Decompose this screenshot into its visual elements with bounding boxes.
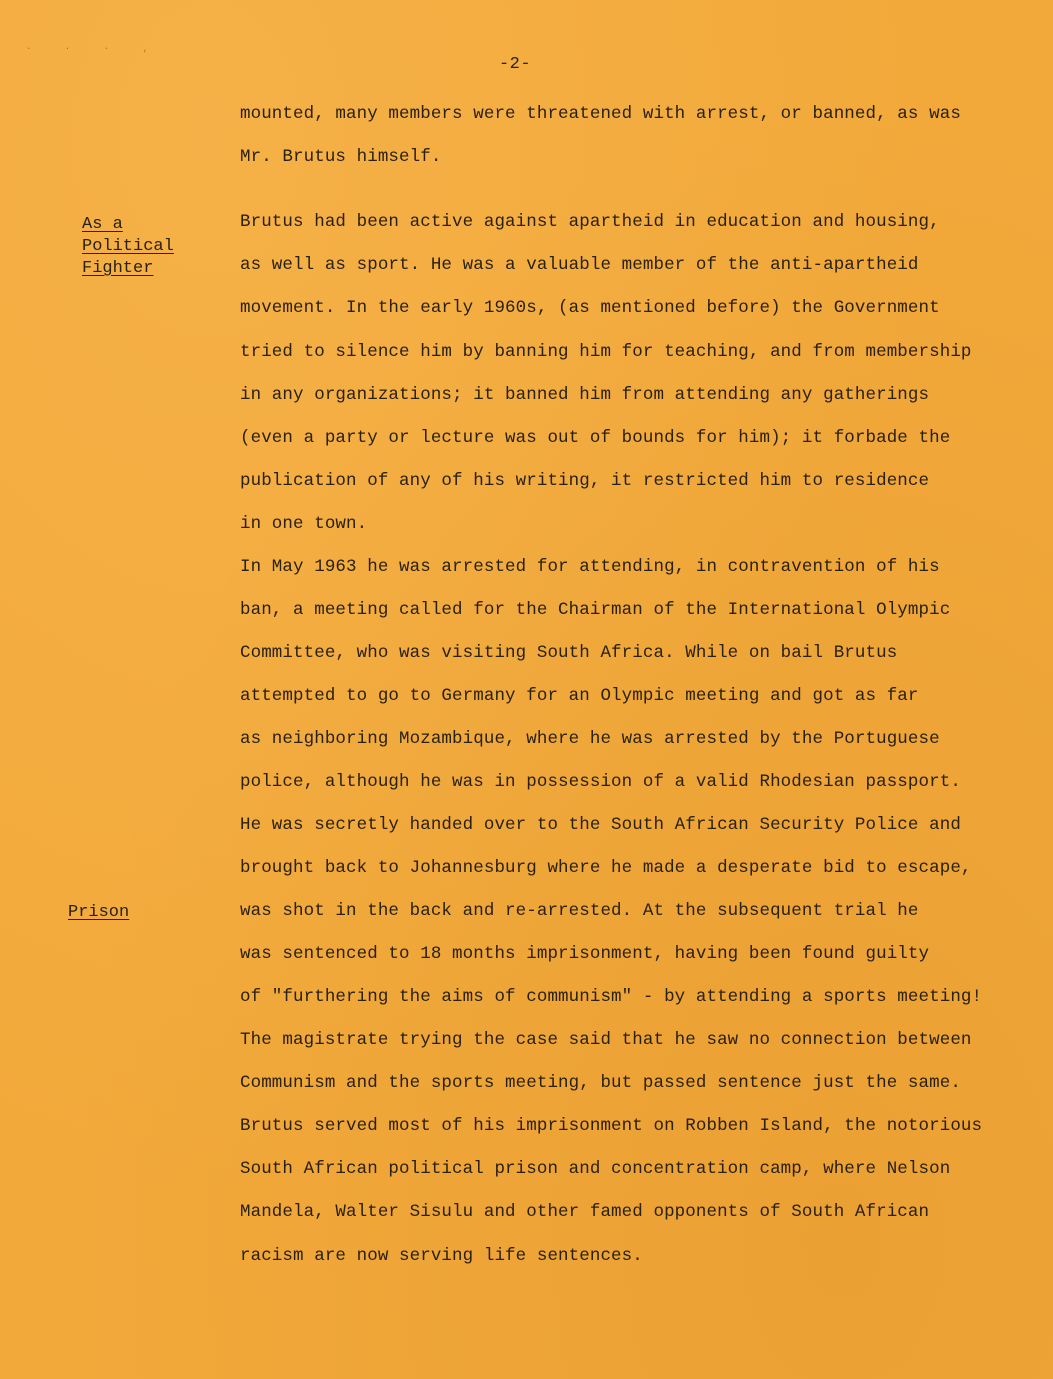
paper-specks: · · · ‚ <box>26 44 162 54</box>
body-line: The magistrate trying the case said that he saw no connection between <box>240 1030 972 1050</box>
body-line: was sentenced to 18 months imprisonment, having been found guilty <box>240 944 930 964</box>
body-line: of "furthering the aims of communism" - by attending a sports meeting! <box>240 987 983 1007</box>
margin-note-political-fighter-line-2: Political <box>82 237 174 256</box>
page-number: -2- <box>498 55 532 74</box>
body-line: in one town. <box>240 514 368 534</box>
body-line: In May 1963 he was arrested for attending, in contravention of his <box>240 557 940 577</box>
body-line: Brutus served most of his imprisonment on Robben Island, the notorious <box>240 1116 983 1136</box>
body-line: racism are now serving life sentences. <box>240 1246 643 1266</box>
body-line: movement. In the early 1960s, (as mentioned before) the Government <box>240 298 940 318</box>
body-line: publication of any of his writing, it restricted him to residence <box>240 471 930 491</box>
body-line: in any organizations; it banned him from attending any gatherings <box>240 385 930 405</box>
margin-note-political-fighter-line-3: Fighter <box>82 259 154 278</box>
body-line: tried to silence him by banning him for teaching, and from membership <box>240 342 972 362</box>
body-line: as neighboring Mozambique, where he was arrested by the Portuguese <box>240 729 940 749</box>
body-line: police, although he was in possession of a valid Rhodesian passport. <box>240 772 961 792</box>
body-line: attempted to go to Germany for an Olympic meeting and got as far <box>240 686 919 706</box>
body-line: Mandela, Walter Sisulu and other famed opponents of South African <box>240 1202 930 1222</box>
body-line: ban, a meeting called for the Chairman of the International Olympic <box>240 600 951 620</box>
body-line: was shot in the back and re-arrested. At the subsequent trial he <box>240 901 919 921</box>
body-line: Communism and the sports meeting, but passed sentence just the same. <box>240 1073 961 1093</box>
margin-note-political-fighter-line-1: As a <box>82 215 123 234</box>
body-line: (even a party or lecture was out of bounds for him); it forbade the <box>240 428 951 448</box>
body-line: brought back to Johannesburg where he made a desperate bid to escape, <box>240 858 972 878</box>
body-line: Committee, who was visiting South Africa. While on bail Brutus <box>240 643 898 663</box>
body-line: He was secretly handed over to the South African Security Police and <box>240 815 961 835</box>
body-line: Mr. Brutus himself. <box>240 147 442 167</box>
body-line: as well as sport. He was a valuable member of the anti-apartheid <box>240 255 919 275</box>
margin-note-prison: Prison <box>68 903 130 922</box>
body-line: mounted, many members were threatened with arrest, or banned, as was <box>240 104 961 124</box>
body-line: South African political prison and concentration camp, where Nelson <box>240 1159 951 1179</box>
body-line: Brutus had been active against apartheid in education and housing, <box>240 212 940 232</box>
